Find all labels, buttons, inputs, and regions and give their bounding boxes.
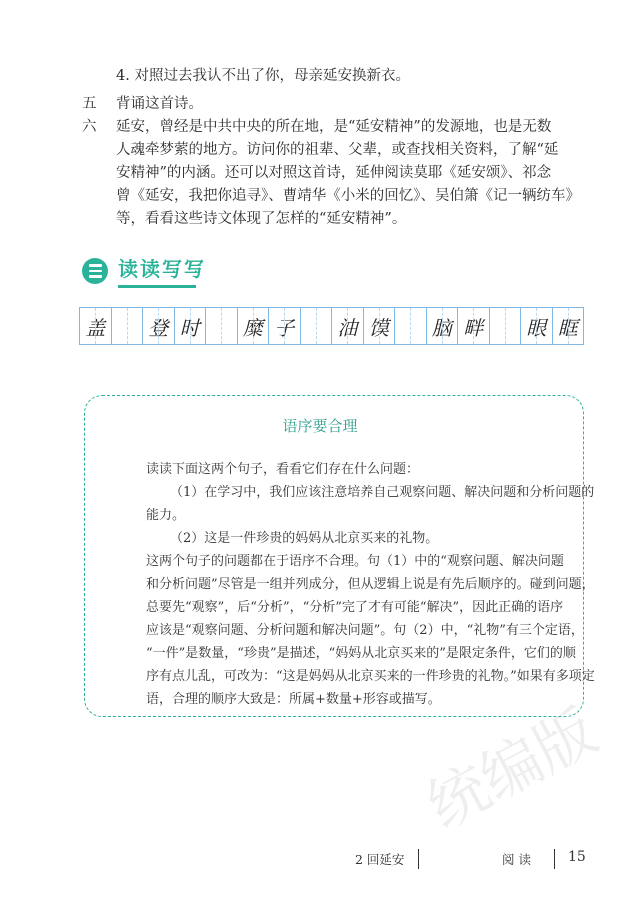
tip-title: 语序要合理 (282, 417, 358, 435)
grid-cell: 油 (332, 308, 364, 344)
grid-cell: 畔 (458, 308, 490, 344)
grid-cell: 糜 (238, 308, 270, 344)
grid-cell: 馍 (364, 308, 396, 344)
page-number: 15 (568, 849, 586, 865)
tip-line: 和分析问题”尽管是一组并列成分，但从逻辑上说是有先后顺序的。碰到问题， (146, 577, 595, 592)
exercise-item-5: 背诵这首诗。 (116, 96, 203, 112)
grid-cell: 子 (269, 308, 301, 344)
grid-cell: 登 (143, 308, 175, 344)
grid-cell: 眼 (521, 308, 553, 344)
grid-cell (301, 308, 333, 344)
exercise-number-5: 五 (82, 96, 97, 112)
footer-unit: 阅 读 (502, 852, 531, 867)
grid-cell: 眶 (553, 308, 584, 344)
exercise-number-6: 六 (82, 119, 97, 135)
footer-divider (418, 849, 419, 869)
tip-line: 这两个句子的问题都在于语序不合理。句（1）中的“观察问题、解决问题 (146, 554, 564, 569)
writing-grid (79, 307, 584, 345)
tip-line: “一件”是数量，“珍贵”是描述，“妈妈从北京买来的”是限定条件，它们的顺 (146, 646, 576, 661)
grid-cell: 时 (175, 308, 207, 344)
exercise-6-line: 等，看看这些诗文体现了怎样的“延安精神”。 (116, 211, 407, 227)
tip-line: 能力。 (146, 508, 186, 523)
grid-cell (206, 308, 238, 344)
exercise-6-line: 延安，曾经是中共中央的所在地，是“延安精神”的发源地，也是无数 (116, 119, 552, 135)
exercise-6-line: 安精神”的内涵。还可以对照这首诗，延伸阅读莫耶《延安颂》、祁念 (116, 165, 552, 181)
tip-line: （2）这是一件珍贵的妈妈从北京买来的礼物。 (170, 531, 439, 546)
exercise-item-4: 4. 对照过去我认不出了你，母亲延安换新衣。 (116, 68, 410, 84)
grid-cell: 脑 (427, 308, 459, 344)
tip-line: 应该是“观察问题、分析问题和解决问题”。句（2）中，“礼物”有三个定语， (146, 623, 584, 638)
section-title-underline (118, 285, 196, 288)
tip-line: 读读下面这两个句子，看看它们存在什么问题： (146, 462, 420, 477)
grid-cell: 盖 (80, 308, 112, 344)
tip-line: （1）在学习中，我们应该注意培养自己观察问题、解决问题和分析问题的 (170, 485, 595, 500)
tip-line: 总要先“观察”，后“分析”，“分析”完了才有可能“解决”，因此正确的语序 (146, 600, 564, 615)
grid-cell (112, 308, 144, 344)
grid-cell (395, 308, 427, 344)
exercise-6-line: 曾《延安，我把你追寻》、曹靖华《小米的回忆》、吴伯箫《记一辆纺车》 (116, 188, 580, 204)
exercise-6-line: 人魂牵梦萦的地方。访问你的祖辈、父辈，或查找相关资料，了解“延 (116, 142, 559, 158)
watermark: 统编版 (416, 696, 609, 843)
tip-line: 序有点儿乱，可改为：“这是妈妈从北京买来的一件珍贵的礼物。”如果有多项定 (146, 669, 595, 684)
section-title: 读读写写 (118, 257, 206, 281)
tip-line: 语，合理的顺序大致是：所属+数量+形容或描写。 (146, 692, 441, 707)
footer-divider (554, 849, 555, 869)
section-list-icon (82, 258, 108, 284)
footer-lesson: 2 回延安 (355, 852, 405, 867)
grid-cell (490, 308, 522, 344)
